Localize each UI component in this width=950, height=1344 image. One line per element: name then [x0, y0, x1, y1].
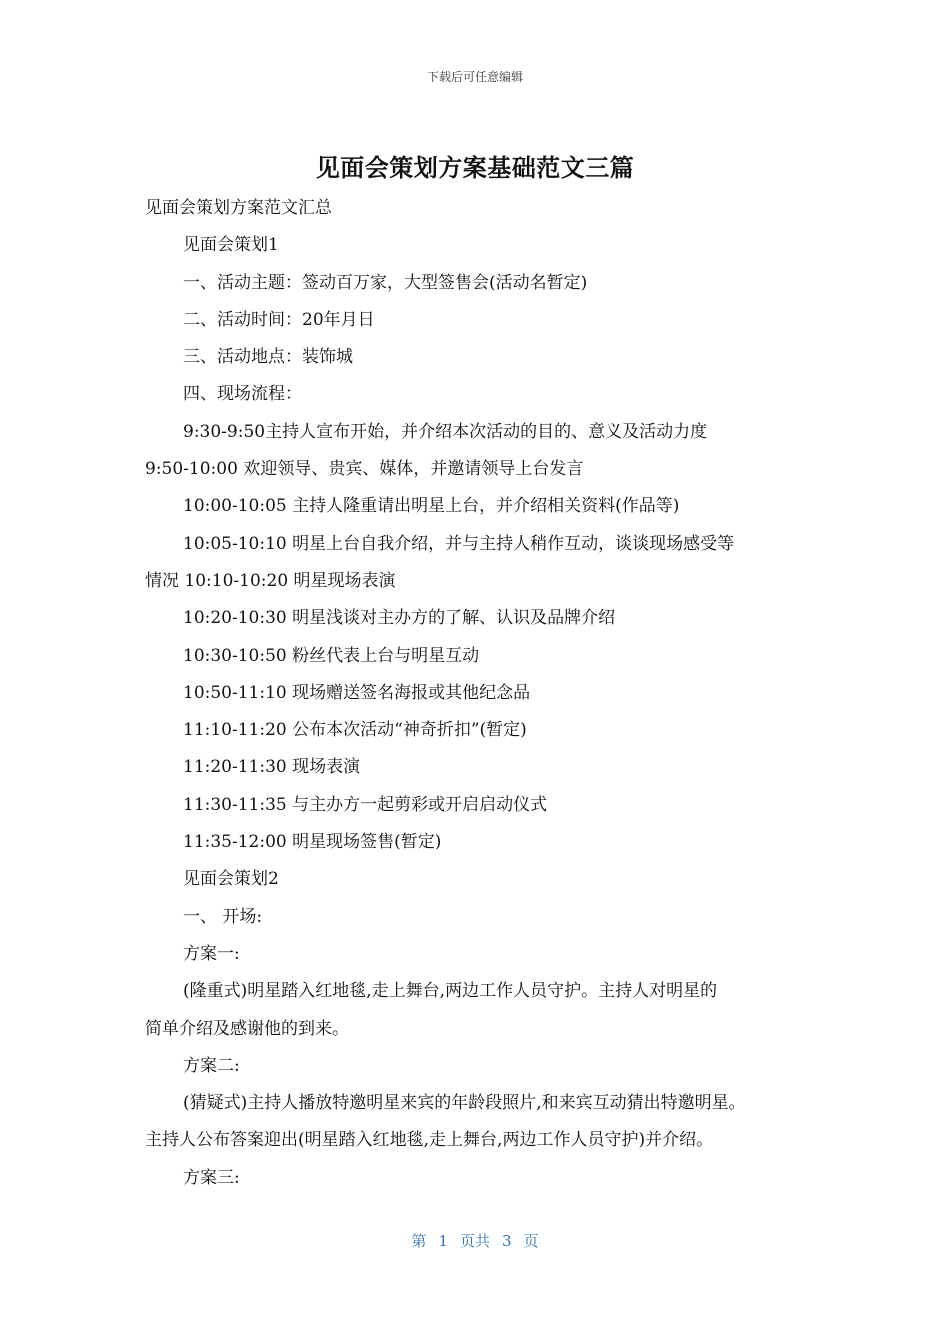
footer-total-pages: 3	[502, 1232, 512, 1250]
document-title: 见面会策划方案基础范文三篇	[315, 154, 635, 182]
document-body	[145, 195, 835, 1202]
footer-total-label: 页共	[459, 1232, 490, 1250]
paragraph-line: 三、活动地点：装饰城	[183, 347, 353, 368]
paragraph-line: 二、活动时间：20年月日	[183, 309, 375, 330]
paragraph-line: 一、 开场:	[183, 906, 263, 927]
paragraph-line: 9:50-10:00 欢迎领导、贵宾、媒体，并邀请领导上台发言	[145, 459, 584, 480]
footer-page-label: 第	[411, 1232, 427, 1250]
page-footer	[0, 1230, 950, 1251]
paragraph-line: 11:10-11:20 公布本次活动“神奇折扣”(暂定)	[183, 720, 527, 741]
paragraph-line: 10:30-10:50 粉丝代表上台与明星互动	[183, 645, 480, 666]
paragraph-line: 见面会策划2	[183, 869, 279, 890]
paragraph-line: 10:00-10:05 主持人隆重请出明星上台，并介绍相关资料(作品等)	[183, 496, 680, 517]
paragraph-line: 11:20-11:30 现场表演	[183, 757, 361, 778]
paragraph-line: 方案一:	[183, 943, 240, 964]
paragraph-line: 一、活动主题：签动百万家，大型签售会(活动名暂定)	[183, 272, 588, 293]
paragraph-line: 见面会策划方案范文汇总	[145, 198, 332, 218]
paragraph-line: 方案二:	[183, 1055, 240, 1076]
paragraph-line: 见面会策划1	[183, 235, 279, 256]
paragraph-line: (隆重式)明星踏入红地毯,走上舞台,两边工作人员守护。主持人对明星的	[183, 981, 718, 1002]
paragraph-line: 10:50-11:10 现场赠送签名海报或其他纪念品	[183, 682, 531, 703]
header-note: 下载后可任意编辑	[426, 70, 523, 84]
paragraph-line: 11:35-12:00 明星现场签售(暂定)	[183, 832, 442, 853]
footer-page-suffix: 页	[523, 1232, 539, 1250]
paragraph-line: 四、现场流程：	[183, 384, 302, 405]
paragraph-line: 简单介绍及感谢他的到来。	[145, 1018, 349, 1039]
paragraph-line: 主持人公布答案迎出(明星踏入红地毯,走上舞台,两边工作人员守护)并介绍。	[145, 1130, 714, 1151]
paragraph-line: 方案三:	[183, 1167, 240, 1188]
paragraph-line: 10:05-10:10 明星上台自我介绍，并与主持人稍作互动，谈谈现场感受等	[183, 533, 735, 554]
footer-current-page: 1	[438, 1232, 448, 1250]
paragraph-line: 情况 10:10-10:20 明星现场表演	[145, 570, 396, 591]
paragraph-line: 11:30-11:35 与主办方一起剪彩或开启启动仪式	[183, 794, 548, 815]
paragraph-line: 10:20-10:30 明星浅谈对主办方的了解、认识及品牌介绍	[183, 608, 616, 629]
paragraph-line: (猜疑式)主持人播放特邀明星来宾的年龄段照片,和来宾互动猜出特邀明星。	[183, 1093, 746, 1114]
paragraph-line: 9:30-9:50主持人宣布开始，并介绍本次活动的目的、意义及活动力度	[183, 421, 708, 442]
